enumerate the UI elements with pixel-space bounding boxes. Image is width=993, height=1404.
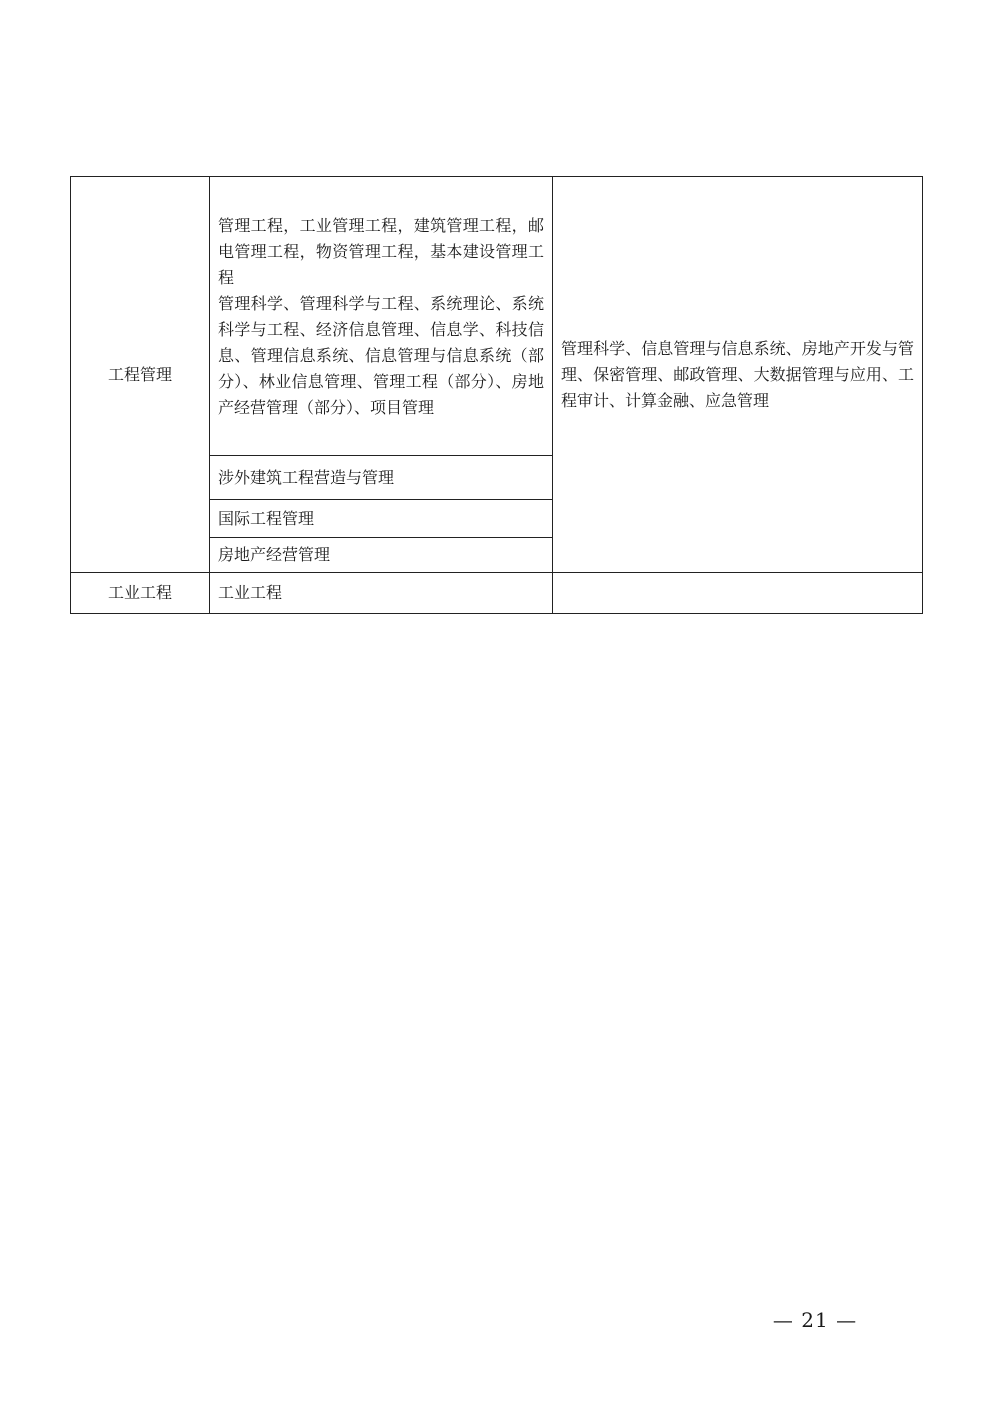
major-catalog-table xyxy=(70,176,923,614)
majors-text: 管理科学、管理科学与工程、系统理论、系统科学与工程、经济信息管理、信息学、科技信息、管理信息系统、信息管理与信息系统（部分）、林业信息管理、管理工程（部分）、房地产经营管理（部分）、项目管理 xyxy=(218,294,544,417)
table-row xyxy=(71,573,923,614)
related-majors-cell xyxy=(553,573,923,614)
category-cell: 工程管理 xyxy=(71,177,210,573)
related-majors-cell: 管理科学、信息管理与信息系统、房地产开发与管理、保密管理、邮政管理、大数据管理与应用、工程审计、计算金融、应急管理 xyxy=(553,177,923,573)
table-row xyxy=(71,177,923,456)
category-cell: 工业工程 xyxy=(71,573,210,614)
majors-cell xyxy=(210,177,553,456)
page-number: — 21 — xyxy=(772,1308,858,1332)
majors-cell: 涉外建筑工程营造与管理 xyxy=(210,456,553,500)
majors-cell: 房地产经营管理 xyxy=(210,538,553,573)
majors-cell: 国际工程管理 xyxy=(210,500,553,538)
majors-text: 管理工程，工业管理工程，建筑管理工程，邮电管理工程，物资管理工程，基本建设管理工程 xyxy=(218,216,544,287)
majors-cell: 工业工程 xyxy=(210,573,553,614)
